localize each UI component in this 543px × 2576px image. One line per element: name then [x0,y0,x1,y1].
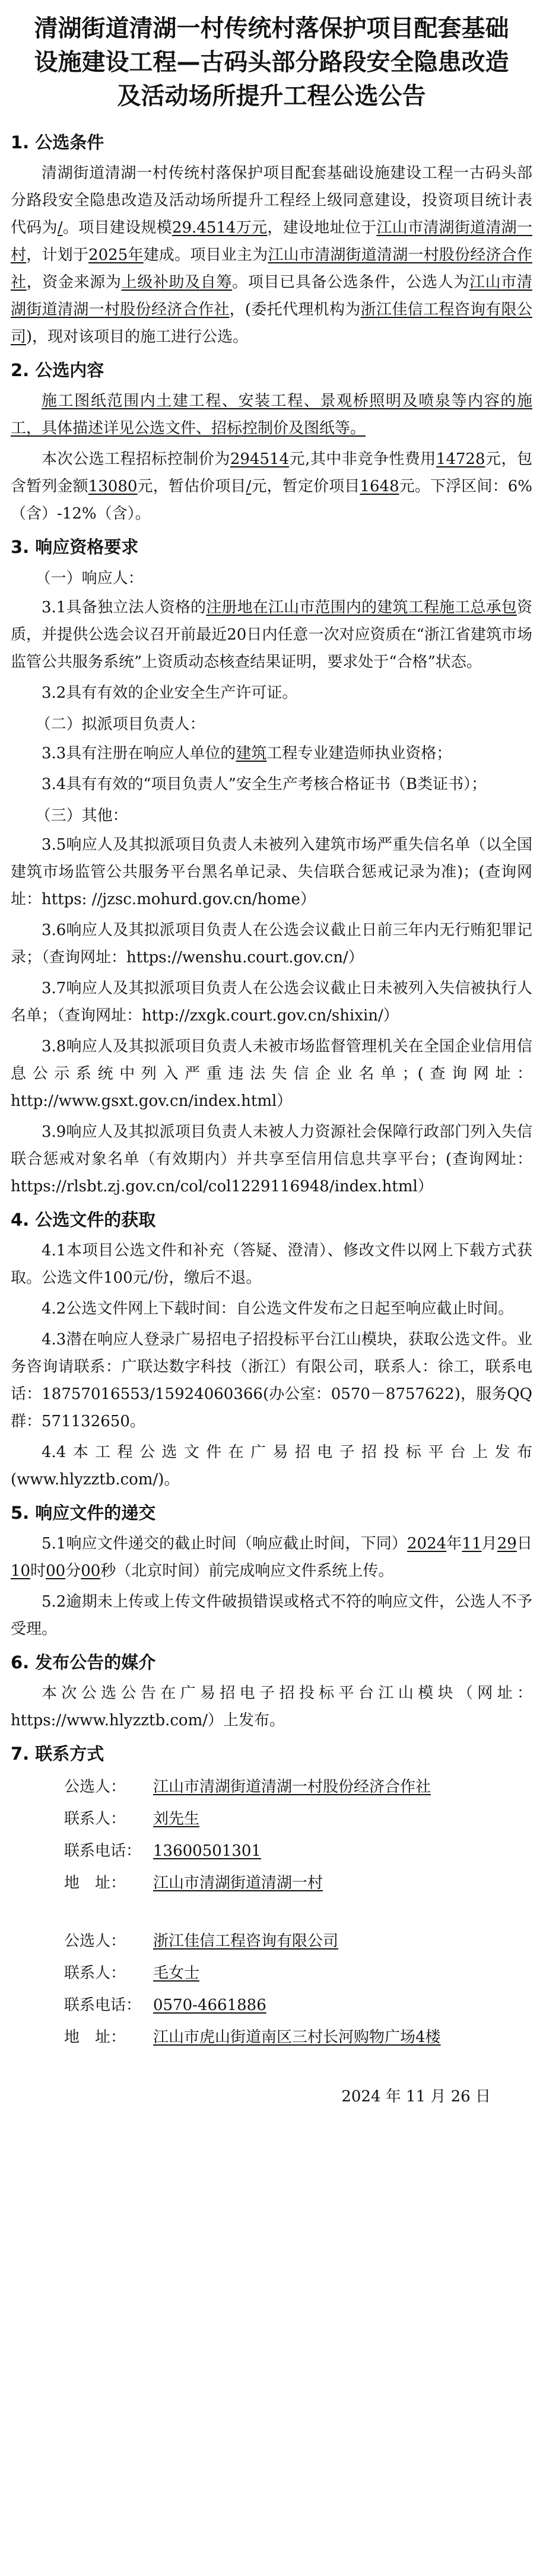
contact-block-agency [11,1925,532,2053]
qualification-3-5: 3.5响应人及其拟派项目负责人未被列入建筑市场严重失信名单（以全国建筑市场监管公共服务平台黑名单记录、失信联合惩戒记录为准)；(查询网址：https: //jzsc.mohurd.gov.cn/home） [11,836,532,908]
title-line: 及活动场所提升工程公选公告 [117,82,426,110]
contact-row: 公选人： 浙江佳信工程咨询有限公司 [64,1932,339,1950]
subheading-project-leader: （二）拟派项目负责人： [35,715,205,733]
documents-4-2: 4.2公选文件网上下载时间：自公选文件发布之日起至响应截止时间。 [42,1300,514,1318]
contact-block-owner [11,1771,532,1899]
project-owner: 江山市清湖街道清湖一村股份经济合作社 [11,246,532,291]
contact-row: 联系人： 毛女士 [64,1964,200,1982]
agency-name: 浙江佳信工程咨询有限公司 [11,301,532,346]
title-line: 设施建设工程—古码头部分路段安全隐患改造 [34,49,509,76]
contact-row: 地 址： 江山市虎山街道南区三村长河购物广场4楼 [64,2028,441,2046]
project-address: 江山市清湖街道清湖一村 [11,219,532,264]
subheading-respondent: （一）响应人： [35,570,144,587]
contact-person: 刘先生 [153,1810,200,1828]
estimated-price: / [246,478,252,495]
qualification-3-3: 3.3具有注册在响应人单位的建筑工程专业建造师执业资格； [42,745,452,762]
section-heading-qualifications: 3. 响应资格要求 [11,537,139,557]
completion-year: 2025年 [88,246,144,264]
contact-org: 江山市清湖街道清湖一村股份经济合作社 [153,1778,431,1796]
qualification-3-4: 3.4具有有效的“项目负责人”安全生产考核合格证书（B类证书）； [42,775,487,793]
submission-5-1: 5.1响应文件递交的截止时间（响应截止时间，下同）2024年11月29日10时00分00秒（北京时间）前完成响应文件系统上传。 [11,1535,532,1580]
section-heading-contacts: 7. 联系方式 [11,1744,104,1764]
qualification-3-7: 3.7响应人及其拟派项目负责人在公选会议截止日未被列入失信被执行人名单；（查询网址：http://zxgk.court.gov.cn/shixin/） [11,979,532,1025]
qualification-3-6: 3.6响应人及其拟派项目负责人在公选会议截止日前三年内无行贿犯罪记录；（查询网址：https://wenshu.court.gov.cn/） [11,921,532,966]
scope-paragraph [11,387,532,442]
conditions-paragraph: 清湖街道清湖一村传统村落保护项目配套基础设施建设工程一古码头部分路段安全隐患改造及活动场所提升工程经上级同意建设，投资项目统计表代码为/。项目建设规模29.4514万元，建设地址位于江山市清湖街道清湖一村，计划于2025年建成。项目业主为江山市清湖街道清湖一村股份经济合作社，资金来源为上级补助及自筹。项目已具备公选条件，公选人为江山市清湖街道清湖一村股份经济合作社，(委托代理机构为浙江佳信工程咨询有限公司)，现对该项目的施工进行公选。 [11,164,532,346]
contact-org: 浙江佳信工程咨询有限公司 [153,1932,339,1950]
section-heading-conditions: 1. 公选条件 [11,132,104,152]
noncompetitive-fee: 14728 [436,450,485,468]
control-price: 294514 [230,450,290,468]
deadline-month: 11 [462,1535,482,1553]
contact-address: 江山市清湖街道清湖一村 [153,1874,323,1892]
deadline-day: 29 [497,1535,517,1553]
qualification-3-9: 3.9响应人及其拟派项目负责人未被人力资源社会保障行政部门列入失信联合惩戒对象名单（有效期内）并共享至信用信息共享平台；(查询网址：https://rlsbt.zj.gov.cn/col/col1229116948/index.html） [11,1123,532,1195]
deadline-minute: 00 [46,1562,66,1580]
documents-4-4: 4.4本工程公选文件在广易招电子招投标平台上发布(www.hlyzztb.com/)。 [11,1443,532,1489]
qualification-3-8: 3.8响应人及其拟派项目负责人未被市场监督管理机关在全国企业信用信息公示系统中列入严重违法失信企业名单；(查询网址：http://www.gsxt.gov.cn/index.html） [11,1038,532,1110]
selector-name: 江山市清湖街道清湖一村股份经济合作社 [11,273,532,319]
tentative-price: 1648 [360,478,399,495]
contact-row: 公选人： 江山市清湖街道清湖一村股份经济合作社 [64,1778,431,1796]
qualification-3-2: 3.2具有有效的企业安全生产许可证。 [42,684,298,702]
project-code: / [57,219,63,237]
documents-4-1: 4.1本项目公选文件和补充（答疑、澄清）、修改文件以网上下载方式获取。公选文件100元/份，缴后不退。 [11,1242,532,1287]
work-scope: 施工图纸范围内土建工程、安装工程、景观桥照明及喷泉等内容的施工，具体描述详见公选文件、招标控制价及图纸等。 [11,392,532,437]
contact-address: 江山市虎山街道南区三村长河购物广场4楼 [153,2028,441,2046]
publish-date: 2024 年 11 月 26 日 [341,2088,491,2106]
contact-person: 毛女士 [153,1964,200,1982]
section-heading-content: 2. 公选内容 [11,360,104,380]
media-paragraph: 本次公选公告在广易招电子招投标平台江山模块（网址：https://www.hlyzztb.com/）上发布。 [11,1684,532,1729]
qualification-3-1: 3.1具备独立法人资格的注册地在江山市范围内的建筑工程施工总承包资质，并提供公选会议召开前最近20日内任意一次对应资质在“浙江省建筑市场监管公共服务系统”上资质动态核查结果证明，要求处于“合格”状态。 [11,599,532,671]
deadline-year: 2024 [407,1535,447,1553]
subheading-other: （三）其他： [35,807,128,825]
contact-row: 联系电话： 13600501301 [64,1842,261,1860]
deadline-hour: 10 [11,1562,31,1580]
section-heading-submission: 5. 响应文件的递交 [11,1503,156,1523]
documents-4-3: 4.3潜在响应人登录广易招电子招投标平台江山模块，获取公选文件。业务咨询请联系：广联达数字科技（浙江）有限公司，联系人：徐工，联系电话：18757016553/15924060366(办公室：0570－8757622)，服务QQ群：571132650。 [11,1331,532,1430]
contact-phone: 0570-4661886 [153,1996,266,2014]
submission-5-2: 5.2逾期未上传或上传文件破损错误或格式不符的响应文件，公选人不予受理。 [11,1593,532,1638]
document-title [11,12,532,113]
title-line: 清湖街道清湖一村传统村落保护项目配套基础 [34,15,509,42]
contact-row: 地 址： 江山市清湖街道清湖一村 [64,1874,323,1892]
section-heading-documents: 4. 公选文件的获取 [11,1210,156,1230]
contact-row: 联系电话： 0570-4661886 [64,1996,266,2014]
section-heading-media: 6. 发布公告的媒介 [11,1652,156,1672]
deadline-second: 00 [81,1562,101,1580]
contact-phone: 13600501301 [153,1842,261,1860]
provisional-sum: 13080 [88,478,138,495]
fund-source: 上级补助及自筹 [121,273,233,291]
project-scale: 29.4514万元 [172,219,268,237]
price-paragraph: 本次公选工程招标控制价为294514元,其中非竞争性费用14728元，包含暂列金额13080元，暂估价项目/元，暂定价项目1648元。下浮区间：6%（含）-12%（含）。 [11,450,532,523]
contact-row: 联系人： 刘先生 [64,1810,200,1828]
